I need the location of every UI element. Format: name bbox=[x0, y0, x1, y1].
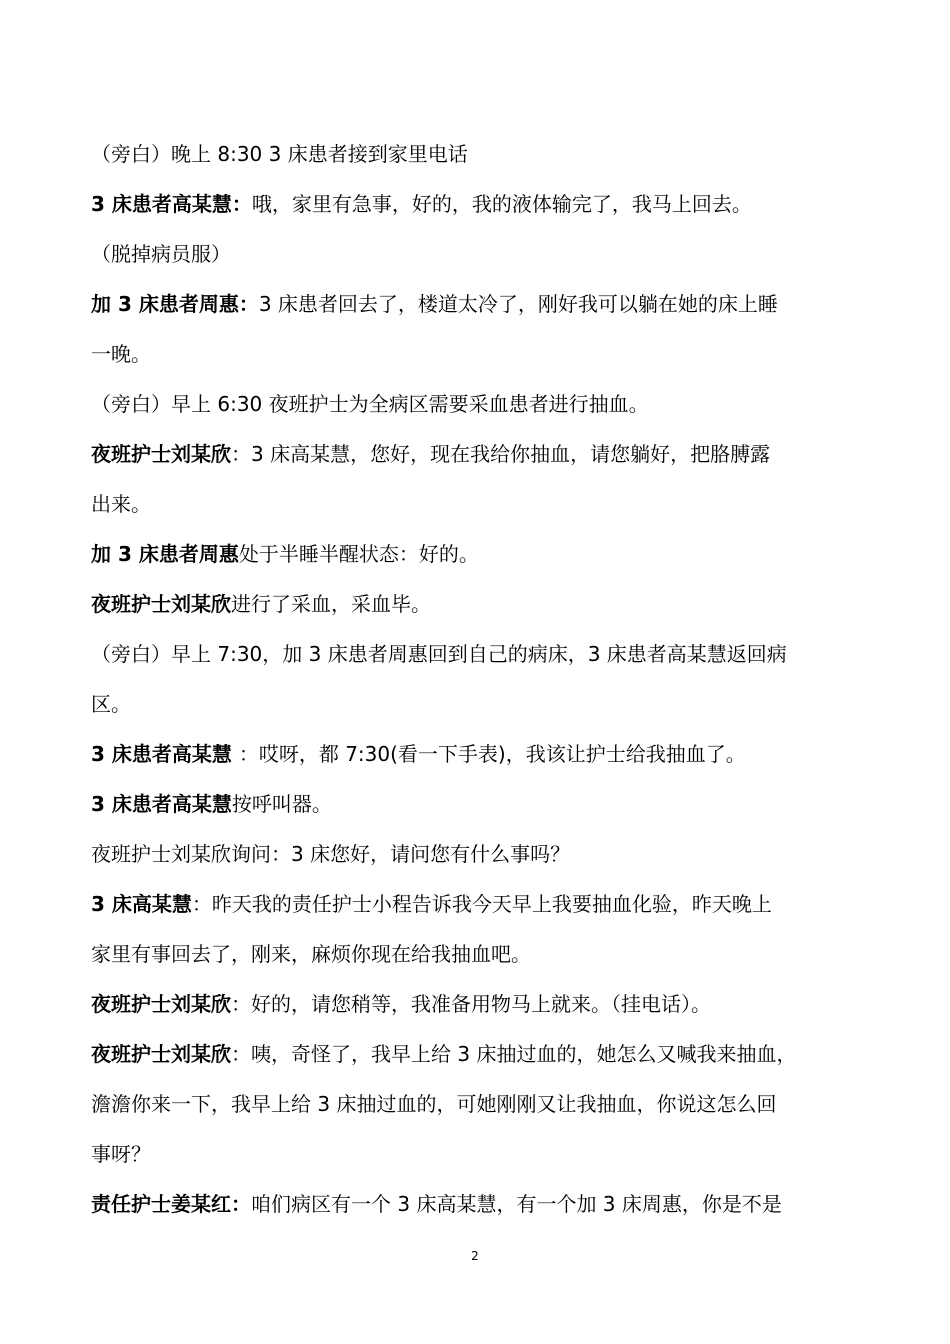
line-text: 3 床患者回去了，楼道太冷了，刚好我可以躺在她的床上睡 bbox=[258, 292, 778, 316]
line-text: 进行了采血，采血毕。 bbox=[231, 592, 431, 616]
text-line bbox=[91, 429, 881, 479]
text-line bbox=[91, 379, 881, 429]
speaker-label: 3 床患者高某慧 bbox=[91, 742, 239, 766]
speaker-label: 3 床患者高某慧 bbox=[91, 792, 232, 816]
text-line bbox=[91, 879, 881, 929]
line-text: ：好的，请您稍等，我准备用物马上就来。（挂电话）。 bbox=[231, 992, 711, 1016]
text-line bbox=[91, 479, 881, 529]
text-line bbox=[91, 229, 881, 279]
text-line bbox=[91, 279, 881, 329]
speaker-label: 夜班护士刘某欣 bbox=[91, 592, 231, 616]
text-line bbox=[91, 529, 881, 579]
line-text: 区。 bbox=[91, 692, 131, 716]
line-text: 咱们病区有一个 3 床高某慧，有一个加 3 床周惠，你是不是 bbox=[251, 1192, 782, 1216]
speaker-label: 3 床高某慧 bbox=[91, 892, 192, 916]
line-text: 一晚。 bbox=[91, 342, 151, 366]
line-text: ：哎呀，都 7:30(看一下手表)，我该让护士给我抽血了。 bbox=[238, 742, 746, 766]
line-text: 事呀？ bbox=[91, 1142, 151, 1166]
text-line bbox=[91, 729, 881, 779]
text-line bbox=[91, 779, 881, 829]
speaker-label: 加 3 床患者周惠： bbox=[91, 292, 259, 316]
speaker-label: 3 床患者高某慧： bbox=[91, 192, 252, 216]
line-text: 按呼叫器。 bbox=[231, 792, 332, 816]
text-line bbox=[91, 829, 881, 879]
text-line bbox=[91, 929, 881, 979]
text-line bbox=[91, 579, 881, 629]
speaker-label: 夜班护士刘某欣 bbox=[91, 442, 231, 466]
line-text: 哦，家里有急事，好的，我的液体输完了，我马上回去。 bbox=[251, 192, 752, 216]
line-text: （旁白）早上 7:30，加 3 床患者周惠回到自己的病床，3 床患者高某慧返回病 bbox=[91, 642, 787, 666]
text-line bbox=[91, 129, 881, 179]
text-line bbox=[91, 1129, 881, 1179]
speaker-label: 夜班护士刘某欣 bbox=[91, 1042, 231, 1066]
text-line bbox=[91, 329, 881, 379]
text-line bbox=[91, 1079, 881, 1129]
line-text: ：昨天我的责任护士小程告诉我今天早上我要抽血化验，昨天晚上 bbox=[191, 892, 772, 916]
text-line bbox=[91, 629, 881, 679]
line-text: 夜班护士刘某欣询问：3 床您好，请问您有什么事吗？ bbox=[91, 842, 571, 866]
text-line bbox=[91, 1179, 881, 1229]
document-body bbox=[91, 129, 881, 1229]
page-number: 2 bbox=[471, 1249, 479, 1263]
line-text: 澹澹你来一下，我早上给 3 床抽过血的，可她刚刚又让我抽血，你说这怎么回 bbox=[91, 1092, 777, 1116]
speaker-label: 加 3 床患者周惠 bbox=[91, 542, 239, 566]
text-line bbox=[91, 1029, 881, 1079]
line-text: （旁白）早上 6:30 夜班护士为全病区需要采血患者进行抽血。 bbox=[91, 392, 649, 416]
line-text: （脱掉病员服） bbox=[91, 242, 231, 266]
line-text: ：咦，奇怪了，我早上给 3 床抽过血的，她怎么又喊我来抽血， bbox=[231, 1042, 797, 1066]
line-text: 出来。 bbox=[91, 492, 151, 516]
speaker-label: 责任护士姜某红： bbox=[91, 1192, 251, 1216]
line-text: （旁白）晚上 8:30 3 床患者接到家里电话 bbox=[91, 142, 468, 166]
speaker-label: 夜班护士刘某欣 bbox=[91, 992, 231, 1016]
line-text: 处于半睡半醒状态：好的。 bbox=[238, 542, 479, 566]
line-text: ：3 床高某慧，您好，现在我给你抽血，请您躺好，把胳膊露 bbox=[231, 442, 771, 466]
text-line bbox=[91, 679, 881, 729]
line-text: 家里有事回去了，刚来，麻烦你现在给我抽血吧。 bbox=[91, 942, 531, 966]
text-line bbox=[91, 179, 881, 229]
text-line bbox=[91, 979, 881, 1029]
